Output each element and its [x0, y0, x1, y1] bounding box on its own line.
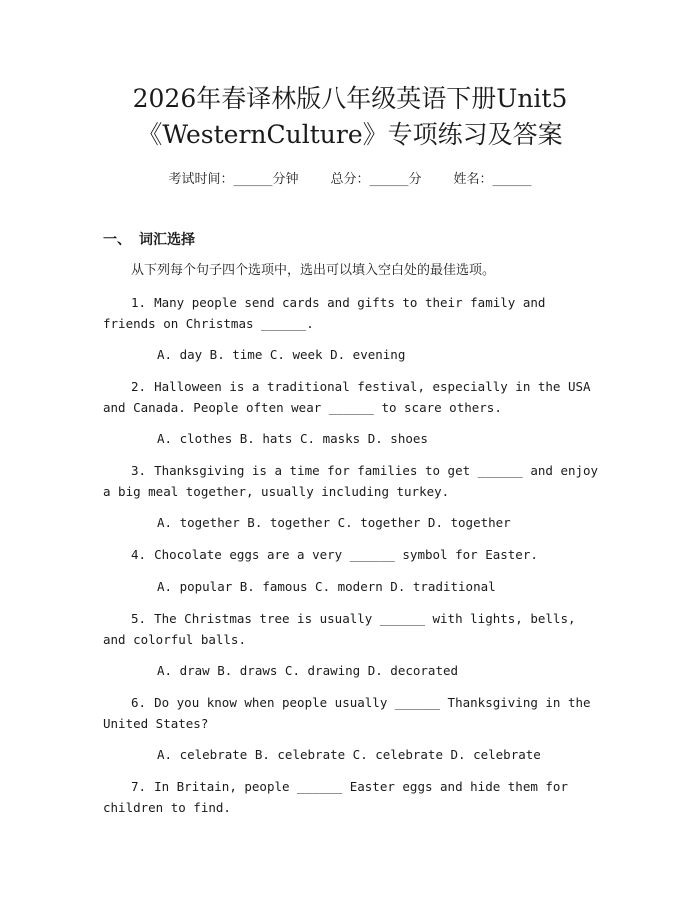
- page-title-line-2: 《WesternCulture》专项练习及答案: [137, 120, 563, 149]
- question-text: Halloween is a traditional festival, especially in the USA and Canada. People often wear ______ to scare others.: [103, 379, 591, 415]
- question-1: [103, 292, 603, 334]
- question-number: 4.: [131, 547, 147, 562]
- question-number: 1.: [131, 295, 147, 310]
- question-6: [103, 692, 603, 734]
- question-5-options: A. draw B. draws C. drawing D. decorated: [157, 663, 459, 678]
- question-text: Many people send cards and gifts to their family and friends on Christmas ______.: [103, 295, 546, 331]
- question-3: [103, 460, 603, 502]
- question-1-options: A. day B. time C. week D. evening: [157, 347, 406, 362]
- section-number: 一、: [103, 232, 131, 248]
- question-number: 2.: [131, 379, 147, 394]
- question-4-options: A. popular B. famous C. modern D. traditional: [157, 579, 496, 594]
- section-title: 词汇选择: [139, 232, 195, 248]
- section-heading: [103, 229, 195, 249]
- question-text: Thanksgiving is a time for families to get ______ and enjoy a big meal together, usually including turkey.: [103, 463, 599, 499]
- question-7: [103, 776, 603, 818]
- exam-time-field: 考试时间：______分钟: [168, 172, 299, 187]
- question-number: 6.: [131, 695, 147, 710]
- question-text: Do you know when people usually ______ Thanksgiving in the United States?: [103, 695, 591, 731]
- question-text: The Christmas tree is usually ______ with lights, bells, and colorful balls.: [103, 611, 576, 647]
- question-number: 5.: [131, 611, 147, 626]
- question-6-options: A. celebrate B. celebrate C. celebrate D. celebrate: [157, 747, 541, 762]
- section-instruction: 从下列每个句子四个选项中，选出可以填入空白处的最佳选项。: [131, 263, 496, 278]
- student-name-field: 姓名：______: [453, 172, 532, 187]
- question-text: Chocolate eggs are a very ______ symbol for Easter.: [154, 547, 538, 562]
- question-2: [103, 376, 603, 418]
- question-5: [103, 608, 603, 650]
- question-3-options: A. together B. together C. together D. together: [157, 515, 511, 530]
- question-text: In Britain, people ______ Easter eggs and hide them for children to find.: [103, 779, 568, 815]
- question-number: 3.: [131, 463, 147, 478]
- question-number: 7.: [131, 779, 147, 794]
- question-4: [103, 544, 603, 565]
- page-title-line-1: 2026年春译林版八年级英语下册Unit5: [132, 84, 568, 113]
- total-score-field: 总分：______分: [330, 172, 422, 187]
- exam-meta: [0, 168, 700, 187]
- question-2-options: A. clothes B. hats C. masks D. shoes: [157, 431, 428, 446]
